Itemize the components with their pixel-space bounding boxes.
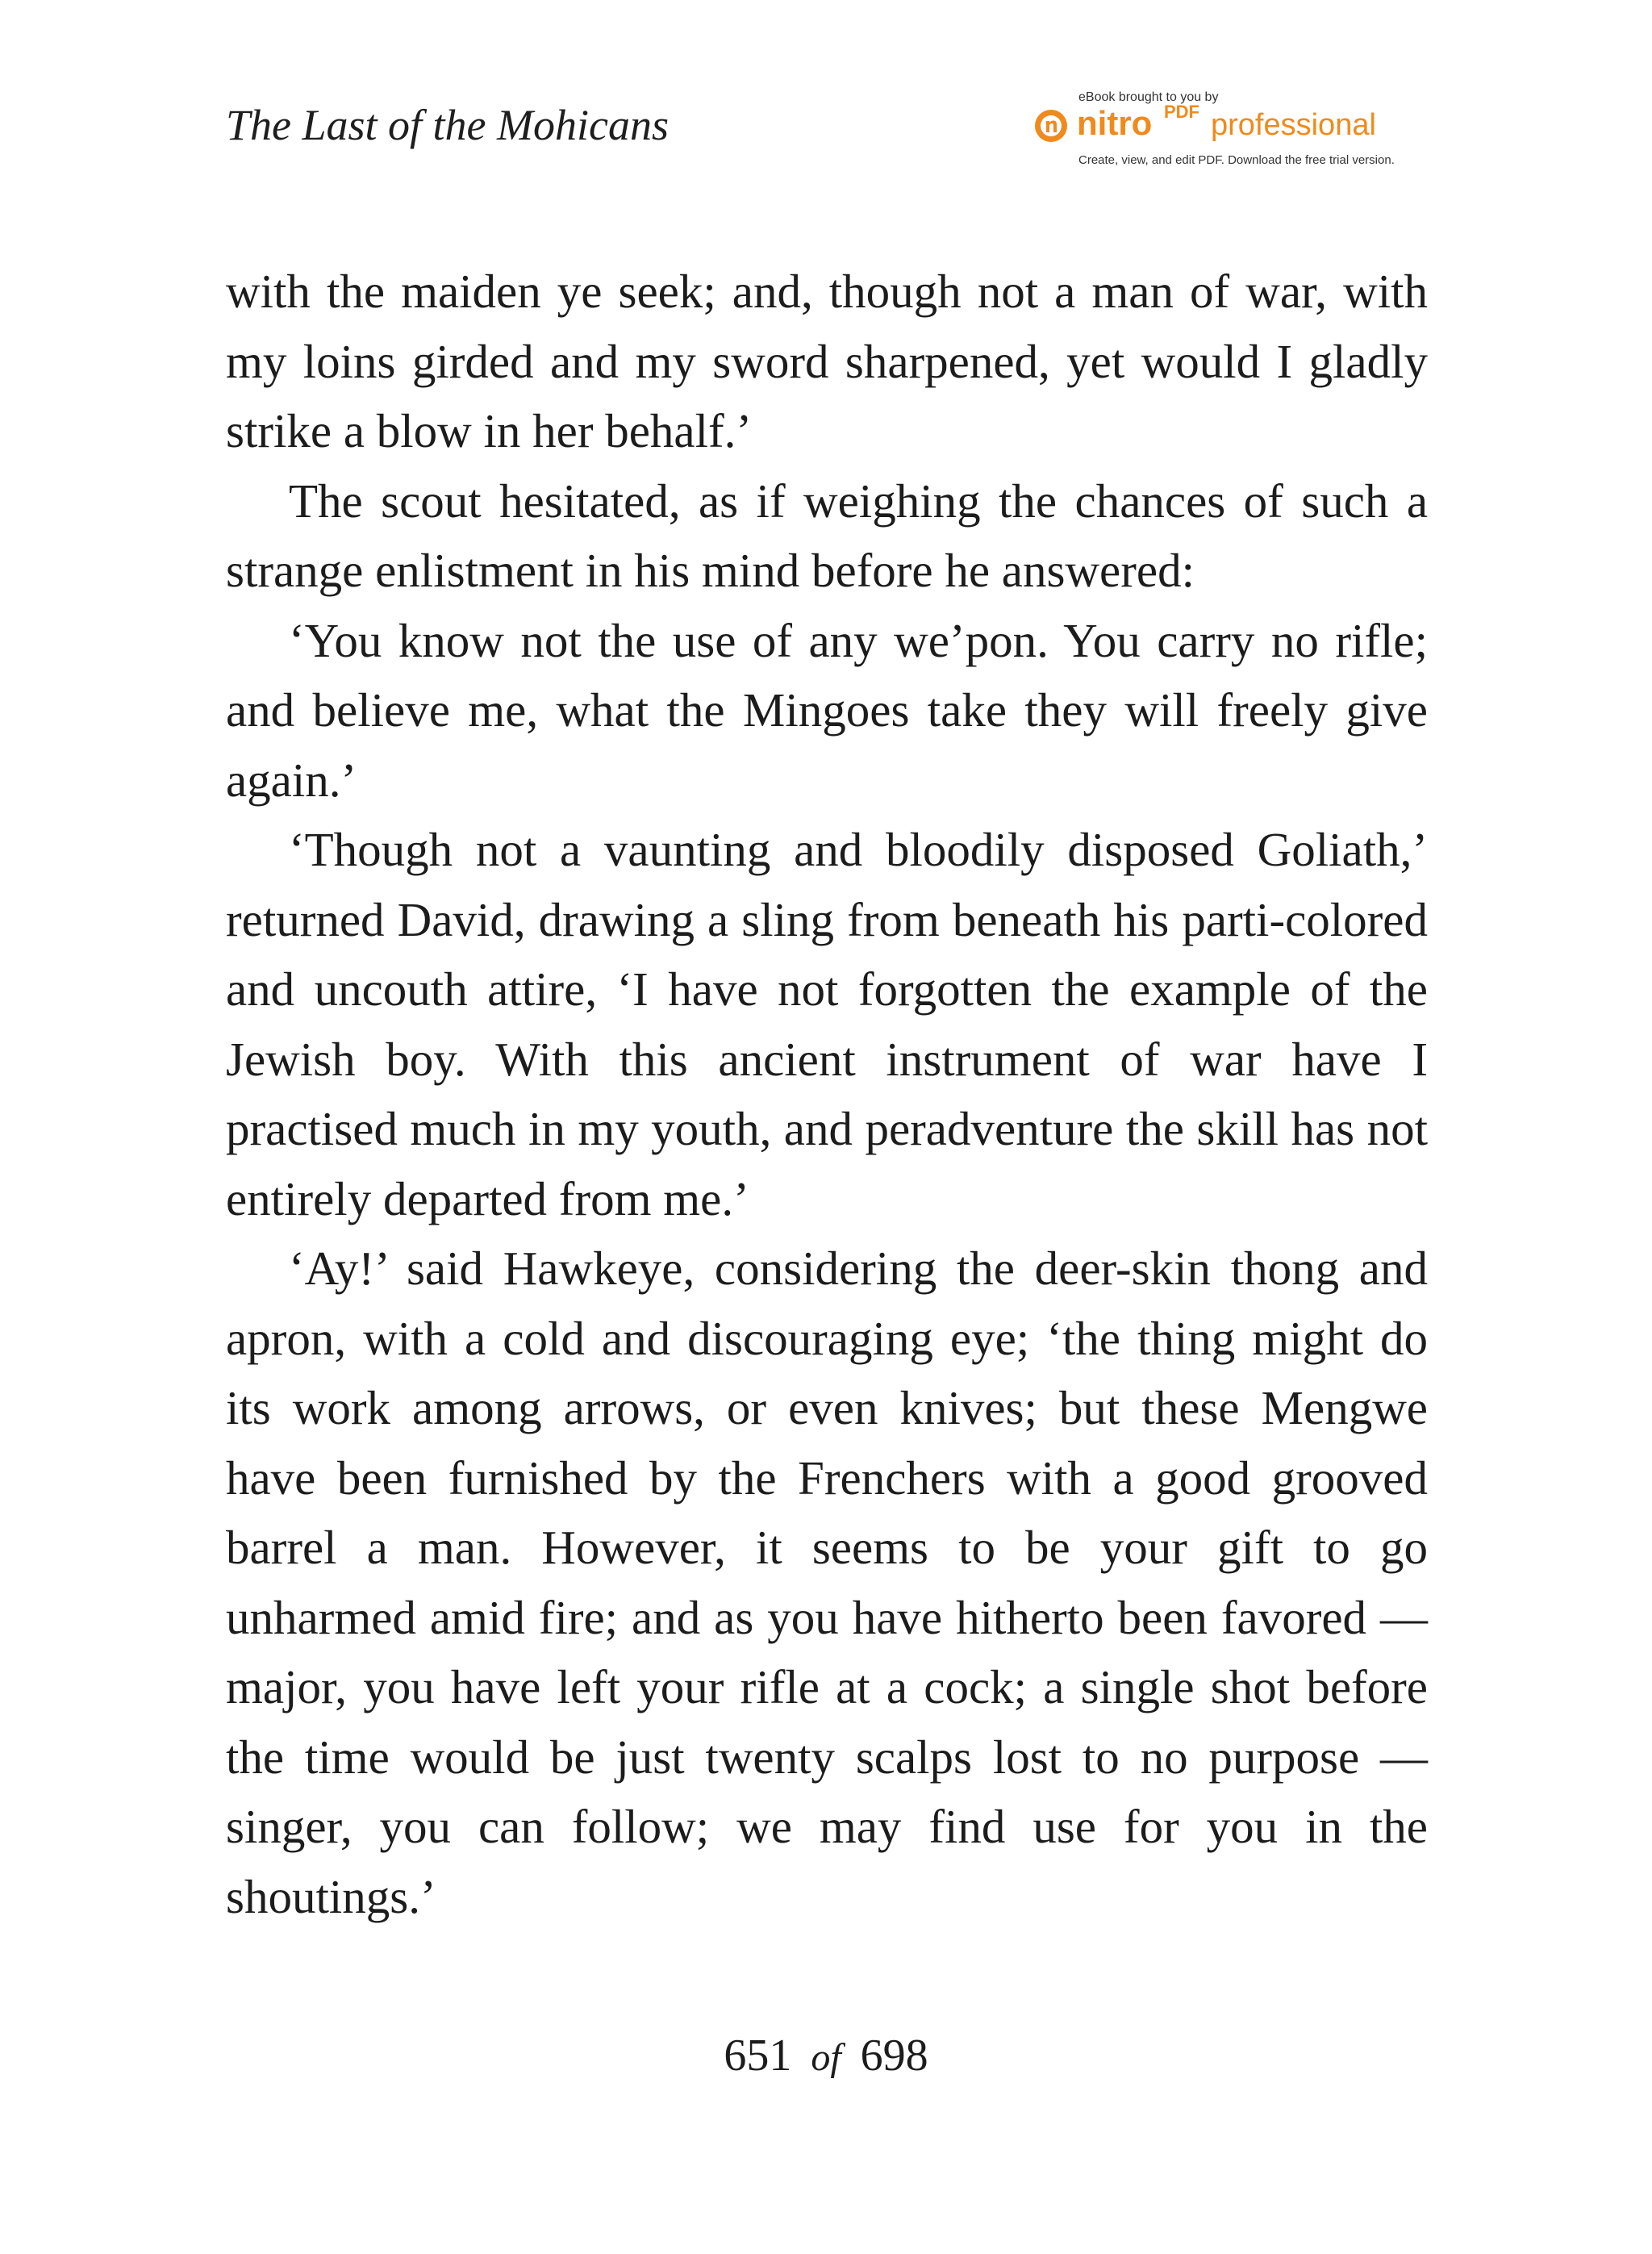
paragraph: ‘Ay!’ said Hawkeye, considering the deer-skin thong and apron, with a cold and discouraging eye; ‘the thing might do its work among arrows, or even knives; but these Mengwe have been furnished by the Frenchers with a good grooved barrel a man. However, it seems to be your gift to go unharmed amid fire; and as you have hitherto been favored — major, you have left your rifle at a cock; a single shot before the time would be just twenty scalps lost to no purpose — singer, you can follow; we may find use for you in the shoutings.’	[226, 1242, 1428, 1923]
page-number	[0, 2031, 1652, 2081]
banner-top-line: eBook brought to you by	[1078, 90, 1219, 104]
total-pages-number: 698	[860, 2031, 928, 2081]
page-of-word: of	[811, 2036, 841, 2079]
paragraph: ‘Though not a vaunting and bloodily disposed Goliath,’ returned David, drawing a sling from beneath his parti-colored and uncouth attire, ‘I have not forgotten the example of the Jewish boy. With this ancient instrument of war have I practised much in my youth, and peradventure the skill has not entirely departed from me.’	[226, 823, 1428, 1225]
nitro-logo-icon	[1033, 108, 1069, 144]
paragraph: ‘You know not the use of any we’pon. You carry no rifle; and believe me, what the Mingoes take they will freely give again.’	[226, 613, 1428, 807]
paragraph: with the maiden ye seek; and, though not a man of war, with my loins girded and my sword sharpened, yet would I gladly strike a blow in her behalf.’	[226, 265, 1428, 457]
banner-brand: nitro	[1077, 104, 1153, 142]
current-page-number: 651	[724, 2031, 792, 2081]
banner-brand-super: PDF	[1164, 102, 1199, 122]
banner-bottom-line: Create, view, and edit PDF. Download the free trial version.	[1078, 153, 1395, 167]
page-body-text	[226, 257, 1428, 1931]
nitro-pdf-banner[interactable]	[1028, 90, 1416, 171]
running-head-title: The Last of the Mohicans	[226, 101, 669, 149]
paragraph: The scout hesitated, as if weighing the chances of such a strange enlistment in his mind before he answered:	[226, 474, 1428, 597]
banner-product: professional	[1211, 108, 1376, 142]
